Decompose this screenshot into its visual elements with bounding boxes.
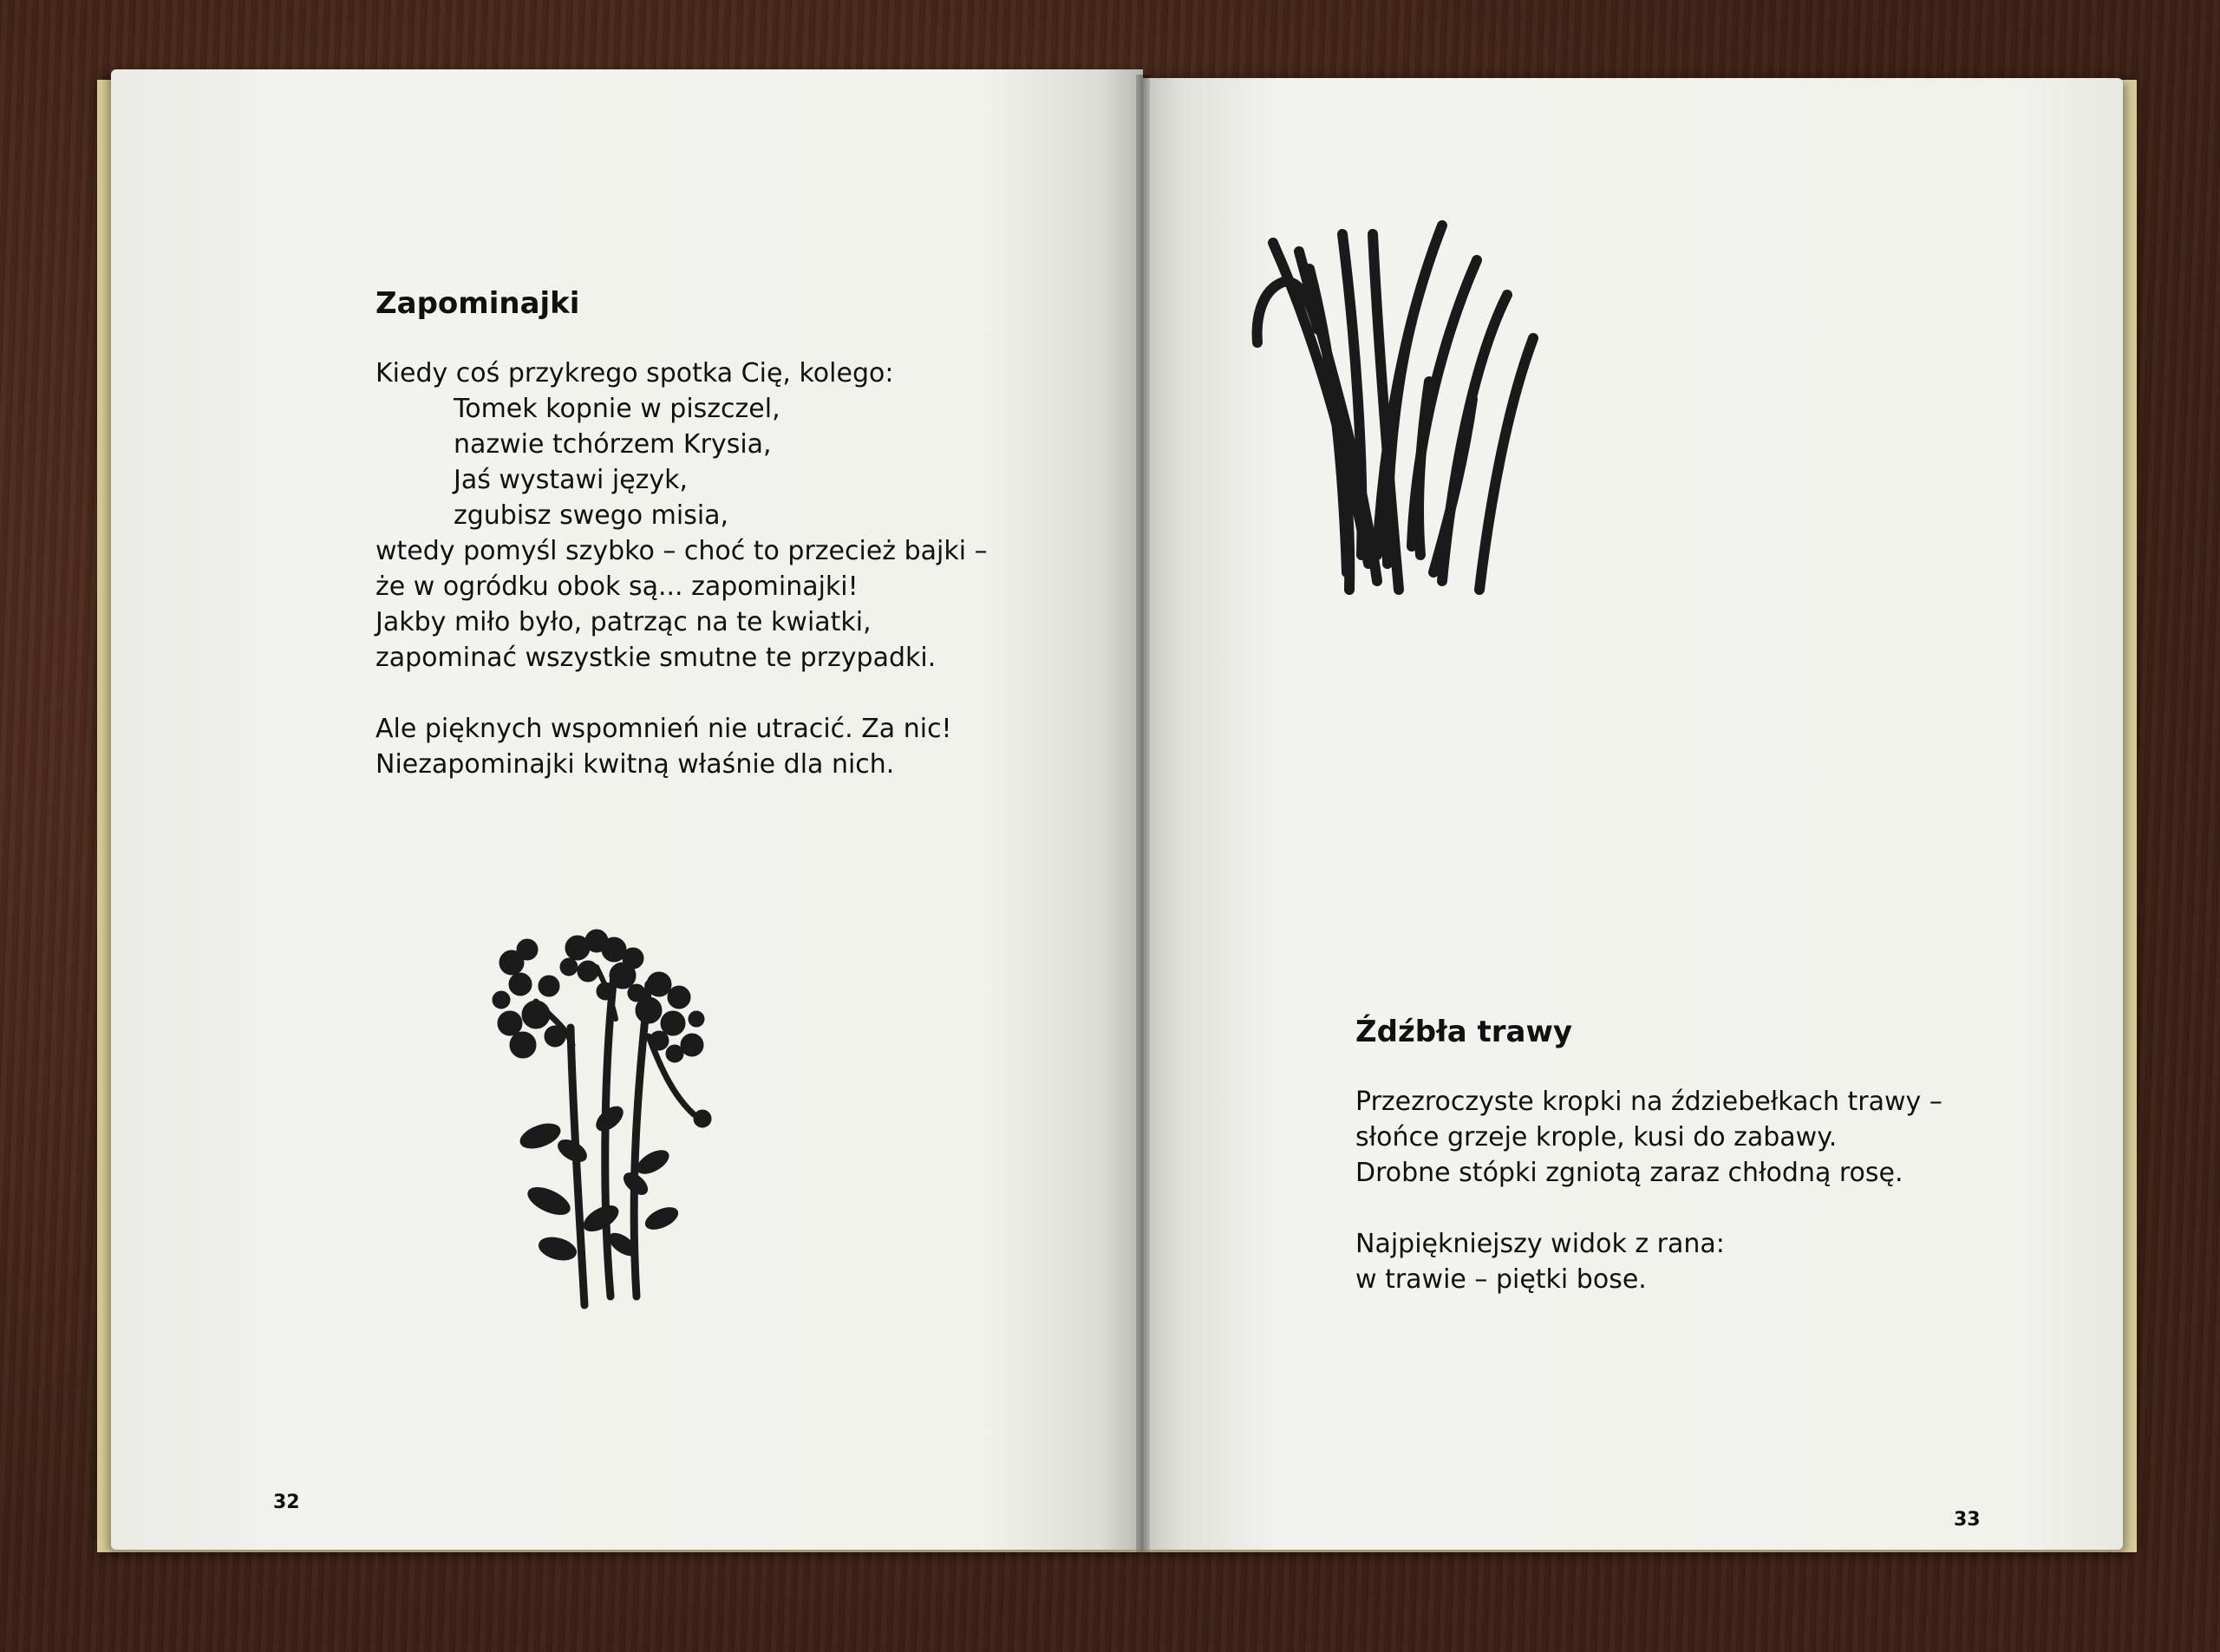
right-poem-stanza-2 [1355, 1226, 1942, 1297]
left-poem-stanza-2 [375, 711, 988, 782]
poem-line: nazwie tchórzem Krysia, [454, 429, 772, 460]
right-poem [1355, 1084, 1942, 1297]
left-poem-stanza-1 [375, 356, 988, 676]
poem-line: Ale pięknych wspomnień nie utracić. Za nic! [375, 714, 952, 744]
poem-line: Tomek kopnie w piszczel, [454, 394, 780, 424]
poem-line: Niezapominajki kwitną właśnie dla nich. [375, 749, 895, 780]
poem-line: że w ogródku obok są... zapominajki! [375, 571, 859, 602]
left-page [111, 69, 1143, 1550]
forget-me-not-illustration [475, 924, 770, 1374]
poem-line: zapominać wszystkie smutne te przypadki. [375, 643, 937, 673]
right-page [1143, 78, 2123, 1550]
left-page-title: Zapominajki [375, 286, 580, 321]
poem-line: słońce grzeje krople, kusi do zabawy. [1355, 1122, 1838, 1152]
right-page-number: 33 [1954, 1509, 1981, 1531]
poem-line: Najpiękniejszy widok z rana: [1355, 1229, 1725, 1259]
poem-line: Kiedy coś przykrego spotka Cię, kolego: [375, 358, 894, 389]
poem-line: Jaś wystawi język, [454, 465, 689, 495]
poem-line: w trawie – piętki bose. [1355, 1264, 1647, 1295]
poem-line: Przezroczyste kropki na ździebełkach trawy – [1355, 1087, 1942, 1117]
poem-line: wtedy pomyśl szybko – choć to przecież bajki – [375, 536, 988, 566]
poem-line: zgubisz swego misia, [454, 500, 729, 531]
book-gutter [1136, 75, 1150, 1552]
right-poem-stanza-1 [1355, 1084, 1942, 1191]
poem-line: Jakby miło było, patrząc na te kwiatki, [375, 607, 872, 637]
left-page-number: 32 [273, 1492, 300, 1513]
right-page-title: Źdźbła trawy [1355, 1015, 1573, 1049]
left-poem [375, 356, 988, 782]
poem-line: Drobne stópki zgniotą zaraz chłodną rosę. [1355, 1158, 1903, 1188]
grass-illustration [1247, 217, 1533, 616]
